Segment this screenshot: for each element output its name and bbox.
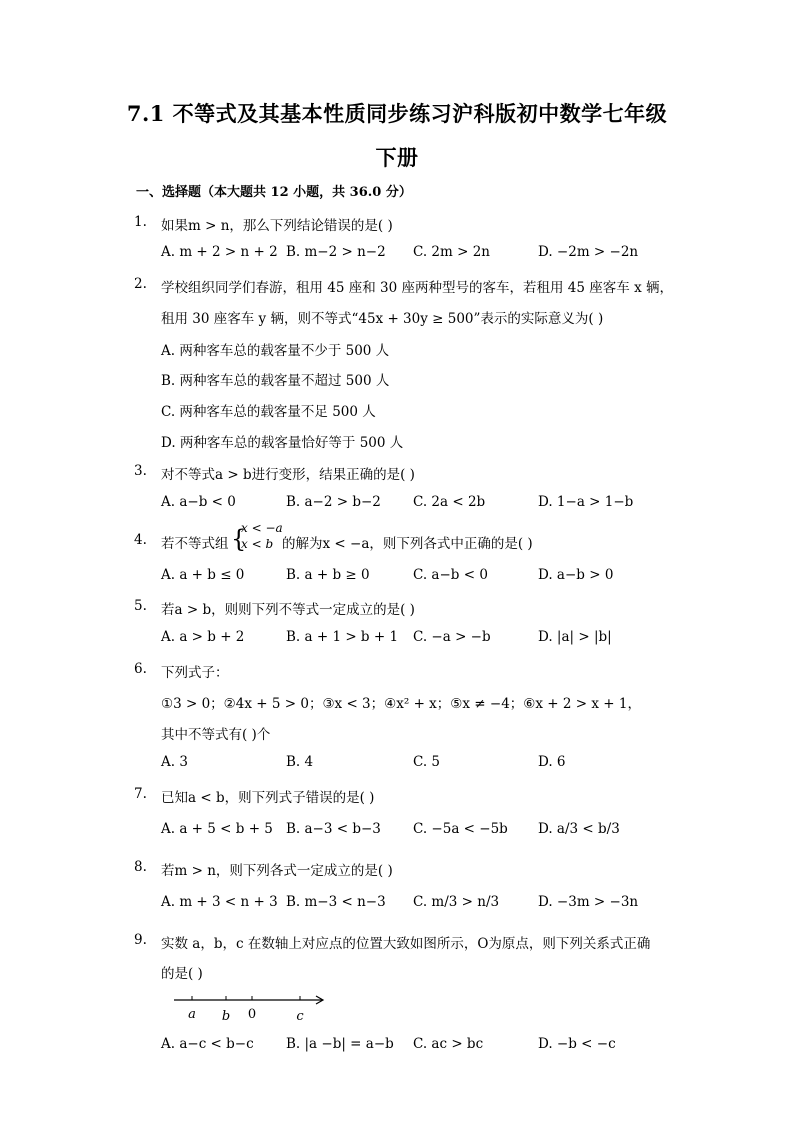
question-text-line1: 学校组织同学们春游，租用 45 座和 30 座两种型号的客车，若租用 45 座客车 x 辆，: [161, 280, 673, 296]
question-number: 9.: [134, 932, 147, 948]
option-d[interactable]: D. −2m > −2n: [538, 244, 639, 260]
option-b[interactable]: B. |a −b| = a−b: [286, 1036, 394, 1052]
question-text-line2: 租用 30 座客车 y 辆，则不等式“45x + 30y ≥ 500”表示的实际意义为( ): [161, 311, 604, 327]
option-a[interactable]: A. m + 2 > n + 2: [161, 244, 278, 260]
option-b[interactable]: B. a + b ≥ 0: [286, 567, 370, 583]
question-number: 3.: [134, 463, 147, 479]
option-d[interactable]: D. a/3 < b/3: [538, 821, 620, 837]
system-line1: x < −a: [241, 521, 283, 535]
question-text-line1: 下列式子：: [161, 665, 229, 681]
option-b[interactable]: B. m−3 < n−3: [286, 894, 386, 910]
option-c[interactable]: C. −a > −b: [413, 629, 491, 645]
option-a[interactable]: A. a + 5 < b + 5: [161, 821, 273, 837]
option-d[interactable]: D. −b < −c: [538, 1036, 616, 1052]
question-text-line2: ①3 > 0；②4x + 5 > 0；③x < 3；④x² + x；⑤x ≠ −4；⑥x + 2 > x + 1，: [161, 696, 641, 712]
question-text-suffix: 的解为x < −a，则下列各式中正确的是( ): [282, 536, 533, 552]
label-c: c: [296, 1009, 304, 1024]
option-b[interactable]: B. a−2 > b−2: [286, 494, 381, 510]
option-b[interactable]: B. 两种客车总的载客量不超过 500 人: [161, 373, 390, 389]
option-c[interactable]: C. 2a < 2b: [413, 494, 486, 510]
option-b[interactable]: B. m−2 > n−2: [286, 244, 386, 260]
option-d[interactable]: D. a−b > 0: [538, 567, 614, 583]
option-d[interactable]: D. |a| > |b|: [538, 629, 612, 645]
label-0: 0: [247, 1007, 257, 1022]
question-number: 8.: [134, 859, 147, 875]
option-a[interactable]: A. a + b ≤ 0: [161, 567, 245, 583]
option-b[interactable]: B. a + 1 > b + 1: [286, 629, 399, 645]
label-b: b: [221, 1009, 231, 1024]
left-brace: {: [231, 525, 247, 553]
question-number: 7.: [134, 786, 147, 802]
option-a[interactable]: A. m + 3 < n + 3: [161, 894, 278, 910]
option-a[interactable]: A. a−b < 0: [161, 494, 236, 510]
question-text: 对不等式a > b进行变形，结果正确的是( ): [161, 467, 415, 483]
question-number: 6.: [134, 661, 147, 677]
number-line-figure: [170, 990, 340, 1026]
question-text: 已知a < b，则下列式子错误的是( ): [161, 790, 375, 806]
question-text-line1: 实数 a，b，c 在数轴上对应点的位置大致如图所示，O为原点，则下列关系式正确: [161, 936, 651, 952]
option-d[interactable]: D. −3m > −3n: [538, 894, 639, 910]
question-text-prefix: 若不等式组: [161, 536, 229, 552]
option-c[interactable]: C. 2m > 2n: [413, 244, 490, 260]
question-text-line2: 的是( ): [161, 966, 203, 982]
option-d[interactable]: D. 两种客车总的载客量恰好等于 500 人: [161, 435, 404, 451]
option-a[interactable]: A. 3: [161, 754, 188, 770]
option-d[interactable]: D. 6: [538, 754, 566, 770]
system-line2: x < b: [241, 537, 274, 551]
option-d[interactable]: D. 1−a > 1−b: [538, 494, 634, 510]
option-c[interactable]: C. −5a < −5b: [413, 821, 508, 837]
question-number: 4.: [134, 532, 147, 548]
option-b[interactable]: B. 4: [286, 754, 314, 770]
page-title-line2: 下册: [375, 145, 419, 170]
question-number: 2.: [134, 276, 147, 292]
option-a[interactable]: A. a−c < b−c: [161, 1036, 254, 1052]
option-a[interactable]: A. 两种客车总的载客量不少于 500 人: [161, 343, 390, 359]
question-text: 若m > n，则下列各式一定成立的是( ): [161, 863, 393, 879]
page-title-line1: 7.1 不等式及其基本性质同步练习沪科版初中数学七年级: [126, 101, 668, 126]
option-c[interactable]: C. 5: [413, 754, 441, 770]
option-c[interactable]: C. ac > bc: [413, 1036, 484, 1052]
option-c[interactable]: C. a−b < 0: [413, 567, 488, 583]
question-number: 1.: [134, 214, 147, 230]
option-b[interactable]: B. a−3 < b−3: [286, 821, 381, 837]
question-text: 若a > b，则则下列不等式一定成立的是( ): [161, 602, 415, 618]
question-text: 如果m > n，那么下列结论错误的是( ): [161, 218, 393, 234]
option-a[interactable]: A. a > b + 2: [161, 629, 245, 645]
label-a: a: [188, 1007, 196, 1022]
option-c[interactable]: C. m/3 > n/3: [413, 894, 500, 910]
option-c[interactable]: C. 两种客车总的载客量不足 500 人: [161, 404, 376, 420]
question-number: 5.: [134, 598, 147, 614]
section-heading: 一、选择题（本大题共 12 小题，共 36.0 分）: [136, 185, 412, 200]
question-text-line3: 其中不等式有( )个: [161, 727, 271, 743]
